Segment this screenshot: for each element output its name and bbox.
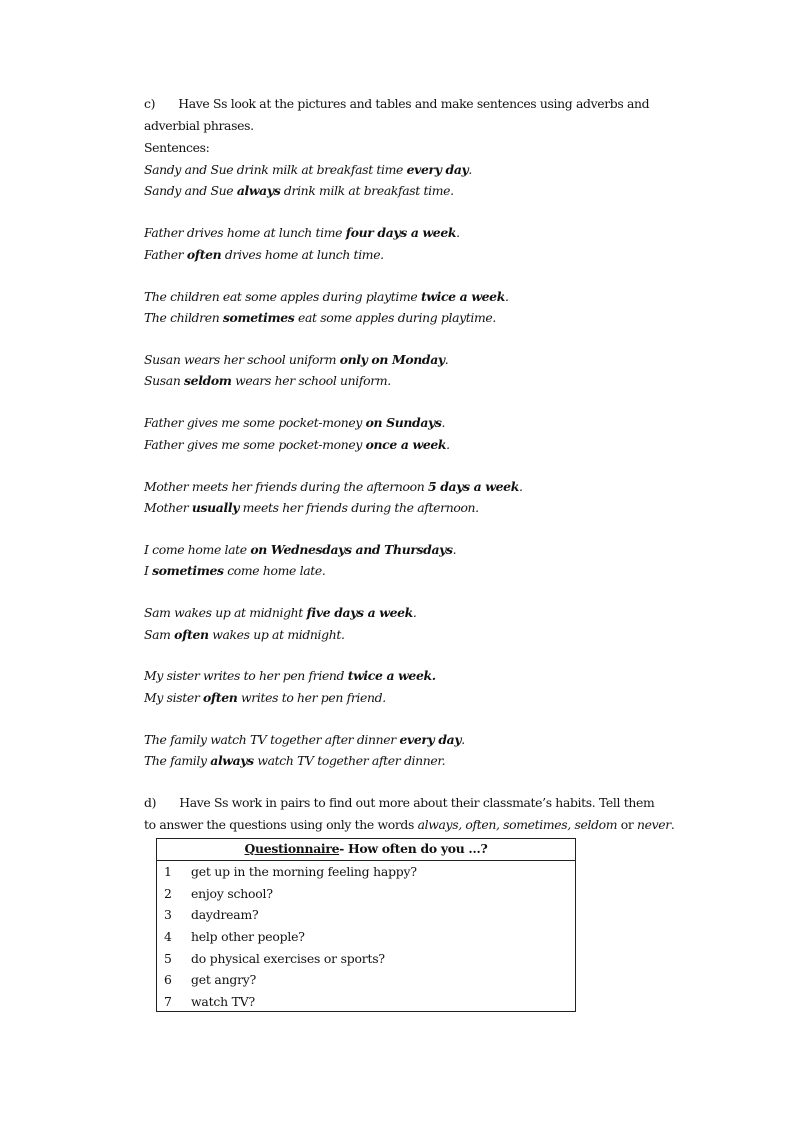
- sentence-pre: The children: [144, 310, 223, 325]
- sentence-post: come home late.: [223, 563, 326, 579]
- question-number: 7: [164, 994, 172, 1010]
- sentence-post: .: [456, 225, 460, 241]
- sentence-adv: every day: [399, 731, 462, 747]
- sentence-post: eat some apples during playtime.: [294, 310, 497, 325]
- sentence-adv: 5 days a week: [428, 478, 519, 494]
- sentence-pre: Father: [144, 246, 187, 262]
- question-text: daydream?: [191, 907, 259, 923]
- section-c-text-line1: Have Ss look at the pictures and tables and make sentences using adverbs and: [178, 96, 650, 111]
- sentence-pre: Susan: [144, 373, 185, 389]
- sentence-adv: seldom: [184, 373, 232, 389]
- sentence-pre: Sandy and Sue drink milk at breakfast time: [144, 162, 407, 177]
- section-d-instruction-line2: [144, 816, 674, 834]
- sentence-6-a: [144, 478, 523, 496]
- questionnaire-table: [156, 838, 576, 1012]
- sentence-adv: twice a week: [420, 288, 505, 304]
- sentence-adv: always: [236, 183, 281, 199]
- sentence-3-b: [144, 309, 496, 327]
- questionnaire-row: [157, 883, 575, 905]
- adverb-words: always, often, sometimes, seldom: [417, 817, 618, 832]
- section-d-text-start: to answer the questions using only the words: [144, 817, 418, 832]
- sentence-10-b: [144, 752, 445, 770]
- sentence-post: .: [468, 162, 472, 177]
- sentence-post: watch TV together after dinner.: [253, 753, 446, 769]
- or-word: or: [617, 817, 638, 832]
- sentence-pre: Father drives home at lunch time: [144, 225, 346, 241]
- sentence-pre: I: [144, 563, 153, 579]
- sentence-2-a: [144, 224, 460, 242]
- sentence-pre: Mother: [144, 499, 192, 515]
- section-d-label: d): [144, 795, 157, 810]
- sentence-adv: sometimes: [152, 563, 224, 579]
- sentence-post: .: [504, 288, 509, 304]
- sentence-post: .: [446, 436, 450, 452]
- sentence-post: drink milk at breakfast time.: [280, 183, 454, 199]
- sentence-pre: Susan wears her school uniform: [144, 351, 340, 367]
- sentence-pre: The family watch TV together after dinner: [144, 731, 400, 747]
- sentence-adv: every day: [406, 162, 469, 177]
- sentence-adv: on Wednesdays and Thursdays: [250, 541, 453, 557]
- questionnaire-rows: [157, 861, 575, 1013]
- sentence-7-b: [144, 562, 325, 580]
- sentence-post: .: [444, 351, 449, 367]
- questionnaire-row: [157, 926, 575, 948]
- period: .: [670, 817, 675, 832]
- sentence-adv: often: [186, 246, 222, 262]
- sentence-pre: The family: [144, 753, 211, 769]
- sentence-pre: Sandy and Sue: [144, 183, 237, 199]
- questionnaire-row: [157, 991, 575, 1013]
- sentence-5-a: [144, 414, 445, 432]
- sentence-pre: Sam: [144, 626, 175, 642]
- sentence-pre: Father gives me some pocket-money: [144, 415, 366, 431]
- sentence-post: writes to her pen friend.: [237, 689, 386, 705]
- sentence-pre: Mother meets her friends during the afternoon: [144, 478, 428, 494]
- question-number: 4: [164, 929, 172, 945]
- sentence-adv: often: [174, 626, 209, 642]
- sentence-adv: five days a week: [306, 605, 413, 621]
- never-word: never: [637, 817, 671, 832]
- sentence-post: drives home at lunch time.: [221, 246, 384, 262]
- section-c-instruction: [144, 95, 649, 113]
- sentence-8-b: [144, 626, 345, 644]
- sentence-post: wears her school uniform.: [231, 373, 391, 389]
- section-c-label: c): [144, 96, 156, 111]
- sentence-post: .: [518, 478, 523, 494]
- questionnaire-title-rest: - How often do you …?: [339, 841, 488, 856]
- sentence-post: wakes up at midnight.: [208, 626, 345, 642]
- sentence-adv: on Sundays: [365, 415, 442, 431]
- question-text: get up in the morning feeling happy?: [191, 864, 417, 879]
- questionnaire-row: [157, 948, 575, 970]
- sentence-pre: The children eat some apples during playtime: [144, 288, 421, 304]
- sentence-4-b: [144, 372, 391, 390]
- sentence-adv: four days a week: [345, 225, 457, 241]
- sentence-pre: My sister writes to her pen friend: [144, 668, 348, 684]
- sentence-post: .: [461, 731, 465, 747]
- sentence-post: .: [412, 605, 417, 621]
- sentence-10-a: [144, 731, 465, 749]
- sentence-adv: often: [202, 689, 238, 705]
- sentence-adv: only on Monday: [339, 351, 445, 367]
- questionnaire-row: [157, 969, 575, 991]
- sentence-post: .: [452, 541, 457, 557]
- sentence-pre: Father gives me some pocket-money: [144, 436, 366, 452]
- section-c-instruction-line2: adverbial phrases.: [144, 118, 254, 133]
- sentence-9-a: [144, 667, 436, 685]
- questionnaire-title: [157, 839, 575, 861]
- questionnaire-title-underlined: Questionnaire: [244, 841, 340, 856]
- sentence-7-a: [144, 541, 456, 559]
- question-number: 2: [164, 885, 172, 901]
- sentence-4-a: [144, 351, 448, 369]
- sentence-5-b: [144, 436, 450, 454]
- sentence-9-b: [144, 689, 386, 707]
- sentence-pre: My sister: [144, 689, 203, 705]
- question-text: do physical exercises or sports?: [191, 950, 385, 966]
- sentence-adv: sometimes: [222, 310, 295, 325]
- sentence-2-b: [144, 246, 384, 264]
- sentence-pre: I come home late: [144, 541, 251, 557]
- sentence-adv: always: [210, 753, 254, 769]
- sentence-pre: Sam wakes up at midnight: [144, 605, 307, 621]
- question-number: 5: [164, 950, 172, 966]
- question-text: get angry?: [191, 972, 257, 988]
- sentence-1-a: [144, 161, 472, 179]
- sentence-adv: twice a week.: [347, 668, 436, 684]
- sentence-8-a: [144, 604, 417, 622]
- sentence-1-b: [144, 182, 454, 200]
- questionnaire-row: [157, 861, 575, 883]
- question-number: 6: [164, 972, 172, 988]
- sentence-6-b: [144, 499, 479, 517]
- sentence-3-a: [144, 288, 509, 306]
- sentence-adv: usually: [191, 499, 240, 515]
- question-number: 1: [164, 864, 172, 879]
- question-number: 3: [164, 907, 172, 923]
- sentence-post: .: [441, 415, 446, 431]
- sentence-post: meets her friends during the afternoon.: [239, 499, 479, 515]
- sentence-adv: once a week: [365, 436, 447, 452]
- section-d-instruction: [144, 794, 654, 812]
- section-d-text-line1: Have Ss work in pairs to find out more about their classmate’s habits. Tell them: [179, 795, 655, 810]
- question-text: help other people?: [191, 929, 305, 945]
- questionnaire-row: [157, 904, 575, 926]
- question-text: watch TV?: [191, 994, 255, 1010]
- question-text: enjoy school?: [191, 885, 273, 901]
- sentences-label: Sentences:: [144, 140, 210, 155]
